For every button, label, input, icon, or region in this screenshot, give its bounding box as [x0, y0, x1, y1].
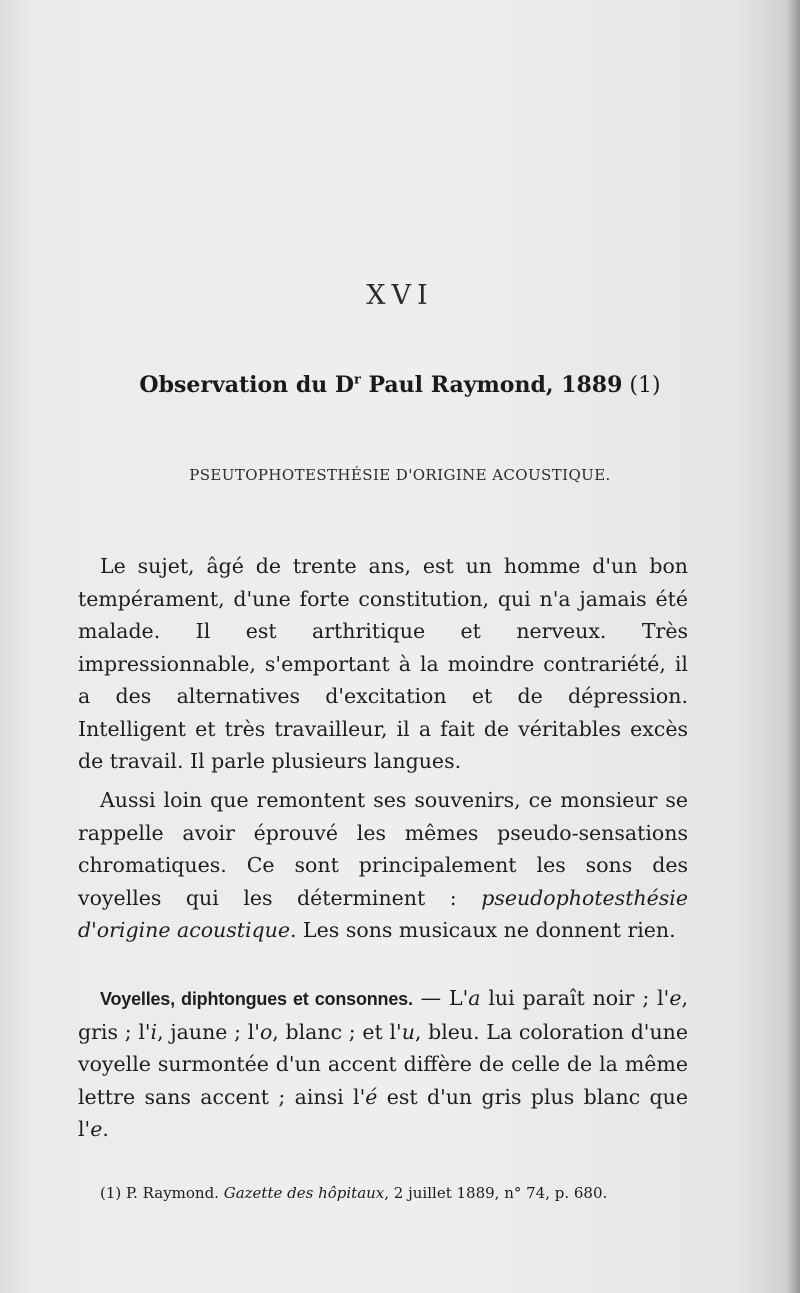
- paragraph-3-seg6: , bleu. La coloration d'une voyelle surmontée d'un accent diffère de celle de la même lettre sans accent ; ainsi l': [78, 1019, 688, 1109]
- paragraph-2-text-2: . Les sons musicaux ne donnent rien.: [290, 918, 676, 942]
- vowel-e-2: e: [90, 1117, 103, 1141]
- footnote-journal: Gazette des hôpitaux: [223, 1184, 385, 1202]
- paragraph-3-seg2: lui paraît noir ; l': [480, 986, 670, 1010]
- paragraph-3-seg8: .: [102, 1117, 109, 1141]
- paragraph-3-text: [78, 982, 688, 1146]
- paragraph-1: [78, 550, 688, 778]
- paragraph-3-seg5: , blanc ; et l': [272, 1019, 402, 1044]
- footnote-author: P. Raymond.: [121, 1184, 224, 1202]
- page-edge-shadow: [786, 0, 800, 1293]
- paragraph-3-lead: Voyelles, diphtongues et consonnes.: [100, 989, 413, 1009]
- vowel-a: a: [468, 986, 481, 1010]
- vowel-e-acute: é: [365, 1084, 378, 1109]
- observation-title-part1: Observation du D: [139, 372, 354, 398]
- observation-footnote-ref: (1): [622, 373, 661, 398]
- footnote-rest: , 2 juillet 1889, n° 74, p. 680.: [384, 1184, 608, 1202]
- paragraph-1-text: Le sujet, âgé de trente ans, est un homme d'un bon tempérament, d'une forte constitution, qui n'a jamais été malade. Il est arthritique et nerveux. Très impressionnable, s'emportant à la moindre contrariété, il a des alternatives d'excitation et de dépression. Intelligent et très travailleur, il a fait de véritables excès de travail. Il parle plusieurs langues.: [78, 554, 688, 773]
- vowel-u: u: [401, 1019, 415, 1044]
- observation-title: [0, 372, 800, 398]
- paragraph-3-seg3: , gris ; l': [78, 986, 688, 1044]
- paragraph-3-seg1: — L': [412, 986, 469, 1010]
- observation-title-part2: Paul Raymond, 1889: [360, 372, 623, 398]
- footnote-marker: (1): [100, 1184, 122, 1202]
- paragraph-2-text: [78, 784, 688, 947]
- paragraph-2-text-1: Aussi loin que remontent ses souvenirs, ce monsieur se rappelle avoir éprouvé les mêmes pseudo-sensations chromatiques. Ce sont principalement les sons des voyelles qui les déterminent :: [78, 788, 688, 910]
- chapter-number: XVI: [366, 280, 434, 311]
- vowel-o: o: [259, 1019, 273, 1044]
- footnote: [100, 1184, 700, 1202]
- section-subtitle: PSEUTOPHOTESTHÉSIE D'ORIGINE ACOUSTIQUE.: [189, 466, 611, 484]
- vowel-i: i: [150, 1019, 158, 1044]
- paragraph-3: [78, 982, 688, 1146]
- paragraph-2: [78, 784, 688, 947]
- paragraph-3-seg7: est d'un gris plus blanc que l': [78, 1084, 688, 1141]
- paragraph-2-italic: pseudophotesthésie d'origine acoustique: [78, 885, 688, 942]
- vowel-e: e: [669, 986, 682, 1010]
- paragraph-3-seg4: , jaune ; l': [157, 1019, 260, 1044]
- observation-title-superscript: r: [353, 372, 361, 388]
